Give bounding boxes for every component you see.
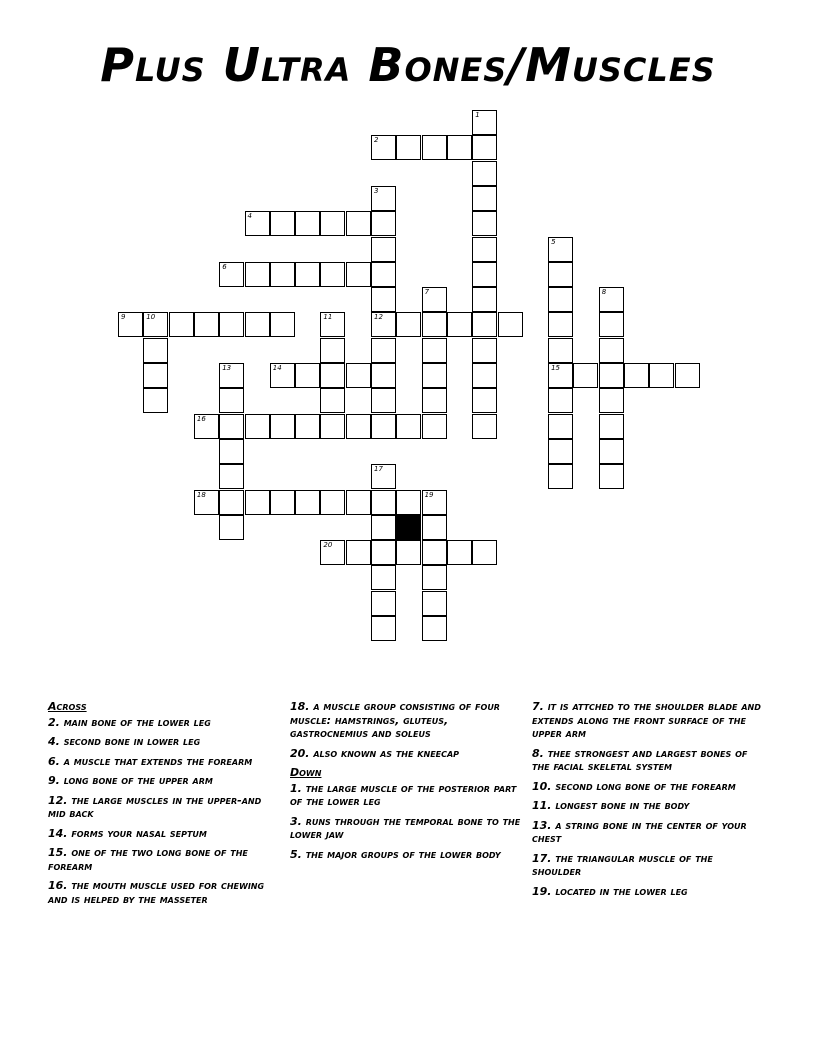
grid-cell[interactable] xyxy=(245,262,270,287)
clue-across-16: 16. the mouth muscle used for chewing and is helped by the masseter xyxy=(48,879,265,906)
grid-cell[interactable] xyxy=(599,312,624,337)
clue-down-11: 11. longest bone in the body xyxy=(532,799,690,812)
grid-cell[interactable] xyxy=(346,211,371,236)
grid-cell[interactable] xyxy=(548,439,573,464)
grid-cell[interactable] xyxy=(548,338,573,363)
grid-cell[interactable] xyxy=(548,464,573,489)
grid-cell[interactable] xyxy=(472,287,497,312)
clue-down-10: 10. second long bone of the forearm xyxy=(532,779,736,793)
grid-cell[interactable] xyxy=(422,490,447,515)
clue-down-17: 17. the triangular muscle of the shoulder xyxy=(532,851,713,878)
clues-column-1 xyxy=(48,700,274,912)
grid-cell[interactable] xyxy=(320,414,345,439)
grid-cell[interactable] xyxy=(270,490,295,515)
grid-cell[interactable] xyxy=(472,312,497,337)
cell-number: 3 xyxy=(374,186,379,195)
grid-cell[interactable] xyxy=(245,211,270,236)
clue-across-4: 4. second bone in lower leg xyxy=(48,735,201,748)
grid-cell[interactable] xyxy=(422,414,447,439)
cell-number: 12 xyxy=(374,313,383,322)
grid-cell[interactable] xyxy=(371,616,396,641)
grid-cell[interactable] xyxy=(270,363,295,388)
grid-cell[interactable] xyxy=(194,414,219,439)
cell-number: 4 xyxy=(247,212,252,221)
grid-cell[interactable] xyxy=(422,565,447,590)
grid-cell[interactable] xyxy=(219,439,244,464)
grid-cell[interactable] xyxy=(295,414,320,439)
grid-cell[interactable] xyxy=(472,110,497,135)
clue-down-7: 7. it is attched to the shoulder blade and extends along the front surface of the upper arm xyxy=(532,700,761,740)
grid-cell[interactable] xyxy=(371,338,396,363)
grid-cell[interactable] xyxy=(599,338,624,363)
grid-cell[interactable] xyxy=(422,616,447,641)
grid-cell[interactable] xyxy=(143,363,168,388)
cell-number: 16 xyxy=(196,414,206,423)
grid-cell[interactable] xyxy=(422,515,447,540)
grid-cell[interactable] xyxy=(422,312,447,337)
grid-cell[interactable] xyxy=(447,312,472,337)
grid-cell[interactable] xyxy=(498,312,523,337)
cell-number: 6 xyxy=(222,262,227,271)
clue-down-8: 8. thee strongest and largest bones of the facial skeletal system xyxy=(532,746,748,773)
grid-cell[interactable] xyxy=(371,540,396,565)
grid-cell[interactable] xyxy=(422,591,447,616)
grid-cell[interactable] xyxy=(599,388,624,413)
grid-cell[interactable] xyxy=(270,211,295,236)
cell-number: 10 xyxy=(146,313,156,322)
grid-cell[interactable] xyxy=(295,211,320,236)
grid-cell[interactable] xyxy=(472,211,497,236)
grid-cell[interactable] xyxy=(169,312,194,337)
grid-cell[interactable] xyxy=(548,262,573,287)
grid-cell[interactable] xyxy=(396,135,421,160)
grid-cell[interactable] xyxy=(320,312,345,337)
grid-cell[interactable] xyxy=(320,388,345,413)
grid-cell[interactable] xyxy=(320,540,345,565)
grid-cell[interactable] xyxy=(219,363,244,388)
grid-cell[interactable] xyxy=(675,363,700,388)
grid-cell[interactable] xyxy=(422,287,447,312)
grid-cell[interactable] xyxy=(548,414,573,439)
clue-across-2: 2. main bone of the lower leg xyxy=(48,715,211,729)
grid-cell[interactable] xyxy=(219,464,244,489)
grid-cell[interactable] xyxy=(320,211,345,236)
grid-cell[interactable] xyxy=(573,363,598,388)
grid-cell[interactable] xyxy=(422,135,447,160)
cell-number: 18 xyxy=(196,490,206,499)
grid-cell[interactable] xyxy=(548,287,573,312)
grid-cell[interactable] xyxy=(422,540,447,565)
clue-down-5: 5. the major groups of the lower body xyxy=(290,847,501,861)
cell-number: 7 xyxy=(424,288,430,297)
grid-cell[interactable] xyxy=(346,490,371,515)
grid-cell[interactable] xyxy=(548,363,573,388)
grid-cell[interactable] xyxy=(143,388,168,413)
grid-cell[interactable] xyxy=(599,464,624,489)
grid-cell[interactable] xyxy=(422,338,447,363)
clue-across-20: 20. also known as the kneecap xyxy=(290,746,460,760)
grid-cell[interactable] xyxy=(371,515,396,540)
cell-number: 19 xyxy=(424,490,434,499)
grid-cell[interactable] xyxy=(270,262,295,287)
cell-number: 11 xyxy=(323,313,333,322)
grid-cell[interactable] xyxy=(472,135,497,160)
grid-cell[interactable] xyxy=(371,287,396,312)
grid-cell[interactable] xyxy=(649,363,674,388)
cell-number: 1 xyxy=(475,111,480,119)
grid-cell[interactable] xyxy=(219,312,244,337)
grid-cell[interactable] xyxy=(320,338,345,363)
clue-across-12: 12. the large muscles in the upper-and mid back xyxy=(48,793,262,820)
grid-cell[interactable] xyxy=(548,388,573,413)
clues-column-3 xyxy=(532,700,762,904)
grid-cell[interactable] xyxy=(245,312,270,337)
grid-cell[interactable] xyxy=(346,363,371,388)
clue-across-14: 14. forms your nasal septum xyxy=(48,826,207,840)
grid-cell[interactable] xyxy=(270,312,295,337)
cell-number: 2 xyxy=(374,136,379,145)
cell-number: 20 xyxy=(323,541,333,550)
grid-cell[interactable] xyxy=(447,540,472,565)
grid-cell[interactable] xyxy=(371,490,396,515)
grid-cell[interactable] xyxy=(143,312,168,337)
cell-number: 9 xyxy=(121,313,126,322)
grid-cell[interactable] xyxy=(472,338,497,363)
grid-cell[interactable] xyxy=(346,262,371,287)
puzzle-title: Plus Ultra Bones/Muscles xyxy=(100,38,716,92)
grid-cell[interactable] xyxy=(320,262,345,287)
cell-number: 8 xyxy=(601,288,607,297)
grid-cell[interactable] xyxy=(245,414,270,439)
grid-cell[interactable] xyxy=(599,414,624,439)
grid-cell[interactable] xyxy=(219,262,244,287)
grid-cell[interactable] xyxy=(219,414,244,439)
clue-down-1: 1. the large muscle of the posterior part of the lower leg xyxy=(290,781,517,808)
grid-cell[interactable] xyxy=(548,312,573,337)
cell-number: 17 xyxy=(374,465,383,474)
grid-cell[interactable] xyxy=(371,565,396,590)
grid-cell[interactable] xyxy=(472,388,497,413)
grid-cell[interactable] xyxy=(295,363,320,388)
grid-cell[interactable] xyxy=(270,414,295,439)
grid-cell[interactable] xyxy=(472,161,497,186)
cell-number: 15 xyxy=(551,364,561,372)
grid-cell[interactable] xyxy=(371,464,396,489)
clue-down-13: 13. a string bone in the center of your chest xyxy=(532,818,747,845)
grid-cell[interactable] xyxy=(599,439,624,464)
grid-cell[interactable] xyxy=(472,237,497,262)
grid-cell[interactable] xyxy=(219,388,244,413)
grid-cell[interactable] xyxy=(143,338,168,363)
grid-block-cell xyxy=(396,515,421,540)
grid-cell[interactable] xyxy=(219,490,244,515)
clues-column-2 xyxy=(290,700,522,867)
grid-cell[interactable] xyxy=(396,540,421,565)
grid-cell[interactable] xyxy=(346,414,371,439)
grid-cell[interactable] xyxy=(371,388,396,413)
grid-cell[interactable] xyxy=(472,540,497,565)
across-heading: Across xyxy=(48,700,87,713)
down-heading: Down xyxy=(290,766,322,779)
grid-cell[interactable] xyxy=(396,414,421,439)
cell-number: 5 xyxy=(551,237,556,246)
grid-cell[interactable] xyxy=(548,237,573,262)
grid-cell[interactable] xyxy=(447,135,472,160)
grid-cell[interactable] xyxy=(371,186,396,211)
grid-cell[interactable] xyxy=(118,312,143,337)
grid-cell[interactable] xyxy=(472,186,497,211)
clue-across-18: 18. a muscle group consisting of four muscle: hamstrings, gluteus, gastrocnemius and soleus xyxy=(290,700,500,740)
grid-cell[interactable] xyxy=(194,490,219,515)
clue-down-3: 3. runs through the temporal bone to the lower jaw xyxy=(290,814,521,841)
clue-across-6: 6. a muscle that extends the forearm xyxy=(48,754,253,768)
grid-cell[interactable] xyxy=(599,363,624,388)
grid-cell[interactable] xyxy=(371,211,396,236)
cell-number: 14 xyxy=(272,364,282,372)
cell-number: 13 xyxy=(222,364,232,372)
grid-cell[interactable] xyxy=(371,135,396,160)
grid-cell[interactable] xyxy=(371,312,396,337)
grid-cell[interactable] xyxy=(371,262,396,287)
grid-cell[interactable] xyxy=(599,287,624,312)
grid-cell[interactable] xyxy=(472,414,497,439)
grid-cell[interactable] xyxy=(472,262,497,287)
grid-cell[interactable] xyxy=(371,237,396,262)
clue-across-15: 15. one of the two long bone of the forearm xyxy=(48,846,248,873)
grid-cell[interactable] xyxy=(295,490,320,515)
grid-cell[interactable] xyxy=(396,312,421,337)
grid-cell[interactable] xyxy=(346,540,371,565)
grid-cell[interactable] xyxy=(422,388,447,413)
grid-cell[interactable] xyxy=(320,363,345,388)
grid-cell[interactable] xyxy=(422,363,447,388)
grid-cell[interactable] xyxy=(194,312,219,337)
grid-cell[interactable] xyxy=(219,515,244,540)
clue-down-19: 19. located in the lower leg xyxy=(532,884,688,898)
grid-cell[interactable] xyxy=(245,490,270,515)
grid-cell[interactable] xyxy=(396,490,421,515)
grid-cell[interactable] xyxy=(624,363,649,388)
clue-across-9: 9. long bone of the upper arm xyxy=(48,774,213,787)
grid-cell[interactable] xyxy=(472,363,497,388)
grid-cell[interactable] xyxy=(371,363,396,388)
grid-cell[interactable] xyxy=(371,591,396,616)
grid-cell[interactable] xyxy=(295,262,320,287)
grid-cell[interactable] xyxy=(371,414,396,439)
grid-cell[interactable] xyxy=(320,490,345,515)
